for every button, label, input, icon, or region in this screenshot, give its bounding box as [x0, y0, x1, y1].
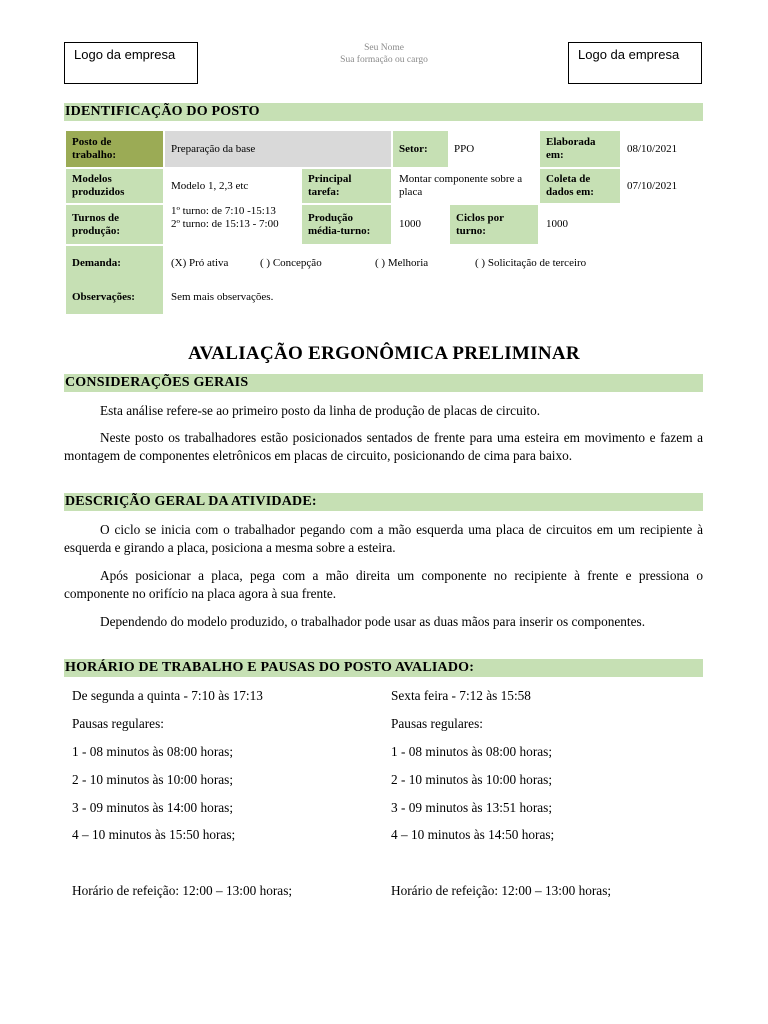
schedule-left-pausa-4: 4 – 10 minutos às 15:50 horas;	[72, 827, 236, 842]
demanda-option-melhoria: ( ) Melhoria	[375, 256, 429, 269]
observacoes-value: Sem mais observações.	[171, 290, 274, 303]
tarefa-value: Montar componente sobre a placa	[399, 173, 523, 198]
schedule-left-refeicao: Horário de refeição: 12:00 – 13:00 horas;	[72, 883, 293, 898]
logo-left: Logo da empresa	[64, 42, 198, 84]
consideracoes-paragraph-1: Esta análise refere-se ao primeiro posto da linha de produção de placas de circuito.	[100, 403, 541, 418]
modelos-value: Modelo 1, 2,3 etc	[171, 179, 249, 192]
setor-label: Setor:	[393, 131, 448, 167]
consideracoes-paragraph-2: Neste posto os trabalhadores estão posicionados sentados de frente para uma esteira em movimento e fazem a montagem de componentes eletrônicos em placas de circuito, posicionando de cima para baixo.	[64, 430, 703, 463]
elaborada-value: 08/10/2021	[627, 142, 678, 155]
schedule-right-pausa-3: 3 - 09 minutos às 13:51 horas;	[391, 800, 553, 815]
section-identificacao-title: IDENTIFICAÇÃO DO POSTO	[64, 103, 703, 121]
elaborada-label: Elaborada em:	[540, 131, 620, 167]
turnos-label: Turnos de produção:	[66, 205, 163, 244]
schedule-right-heading: Sexta feira - 7:12 às 15:58	[391, 688, 531, 703]
logo-right: Logo da empresa	[568, 42, 702, 84]
author-name: Seu Nome	[364, 43, 404, 53]
producao-label: Produção média-turno:	[302, 205, 391, 244]
posto-value: Preparação da base	[165, 131, 391, 167]
author-role: Sua formação ou cargo	[340, 55, 428, 65]
observacoes-label: Observações:	[66, 280, 163, 314]
coleta-value: 07/10/2021	[627, 179, 678, 192]
schedule-right-pausa-4: 4 – 10 minutos às 14:50 horas;	[391, 827, 555, 842]
demanda-option-proativa: (X) Pró ativa	[171, 256, 229, 269]
schedule-left-pausa-2: 2 - 10 minutos às 10:00 horas;	[72, 772, 234, 787]
demanda-options	[165, 246, 703, 280]
schedule-right-pausas: Pausas regulares:	[391, 716, 483, 731]
descricao-paragraph-2: Após posicionar a placa, pega com a mão direita um componente no recipiente à frente e pressiona o componente no orifício na placa agora à sua frente.	[64, 568, 703, 601]
descricao-paragraph-3: Dependendo do modelo produzido, o trabalhador pode usar as duas mãos para inserir os componentes.	[100, 614, 646, 629]
modelos-label: Modelos produzidos	[66, 169, 163, 203]
ciclos-value: 1000	[546, 218, 568, 230]
descricao-paragraph-1: O ciclo se inicia com o trabalhador pegando com a mão esquerda uma placa de circuitos em um recipiente à esquerda e girando a placa, posiciona a mesma sobre a esteira.	[64, 522, 703, 555]
turno-1: 1º turno: de 7:10 -15:13	[171, 205, 276, 217]
schedule-left-heading: De segunda a quinta - 7:10 às 17:13	[72, 688, 263, 703]
schedule-right-pausa-1: 1 - 08 minutos às 08:00 horas;	[391, 744, 553, 759]
schedule-right-refeicao: Horário de refeição: 12:00 – 13:00 horas;	[391, 883, 612, 898]
coleta-label: Coleta de dados em:	[540, 169, 620, 203]
producao-value: 1000	[399, 218, 421, 230]
section-consideracoes-title: CONSIDERAÇÕES GERAIS	[64, 374, 703, 392]
turnos-value	[165, 203, 301, 244]
ciclos-label: Ciclos por turno:	[450, 205, 538, 244]
schedule-right-pausa-2: 2 - 10 minutos às 10:00 horas;	[391, 772, 553, 787]
section-descricao-title: DESCRIÇÃO GERAL DA ATIVIDADE:	[64, 493, 703, 511]
demanda-option-terceiro: ( ) Solicitação de terceiro	[475, 256, 587, 269]
schedule-left-pausa-3: 3 - 09 minutos às 14:00 horas;	[72, 800, 234, 815]
schedule-left-pausas: Pausas regulares:	[72, 716, 164, 731]
setor-value: PPO	[454, 142, 475, 155]
author-block	[300, 42, 468, 66]
section-horario-title: HORÁRIO DE TRABALHO E PAUSAS DO POSTO AVALIADO:	[64, 659, 703, 677]
turno-2: 2º turno: de 15:13 - 7:00	[171, 218, 279, 230]
posto-label: Posto de trabalho:	[66, 131, 163, 167]
main-title: AVALIAÇÃO ERGONÔMICA PRELIMINAR	[188, 343, 580, 364]
demanda-label: Demanda:	[66, 246, 163, 280]
demanda-option-concepcao: ( ) Concepção	[260, 256, 322, 269]
tarefa-label: Principal tarefa:	[302, 169, 391, 203]
schedule-left-pausa-1: 1 - 08 minutos às 08:00 horas;	[72, 744, 234, 759]
